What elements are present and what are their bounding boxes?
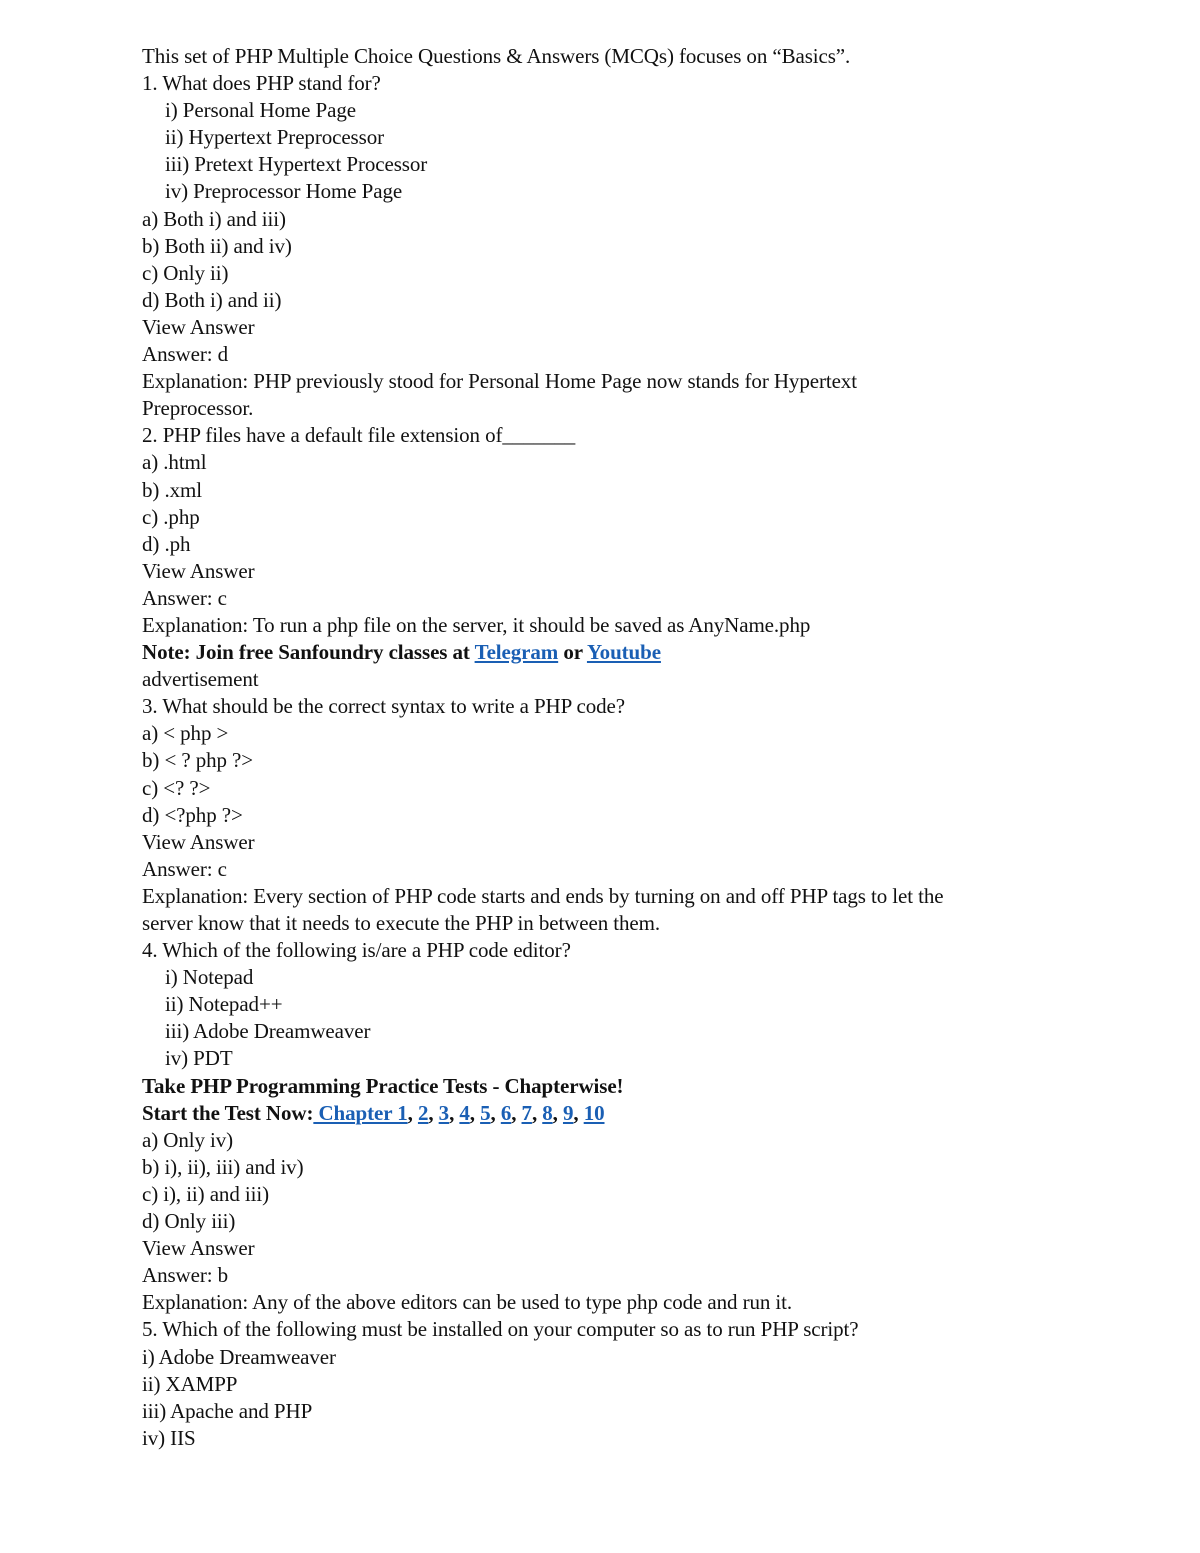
q4-option-b: b) i), ii), iii) and iv) bbox=[142, 1154, 304, 1179]
q2-option-c: c) .php bbox=[142, 504, 200, 529]
q2-view-answer: View Answer bbox=[142, 558, 255, 583]
q4-explanation: Explanation: Any of the above editors can be used to type php code and run it. bbox=[142, 1290, 793, 1315]
note-line bbox=[142, 639, 1142, 666]
q1-item: iv) Preprocessor Home Page bbox=[165, 179, 403, 204]
q1-item: ii) Hypertext Preprocessor bbox=[165, 125, 384, 150]
chapter-8-link[interactable]: 8 bbox=[542, 1100, 553, 1125]
practice-chapters-line bbox=[142, 1100, 1142, 1127]
q1-explanation: Explanation: PHP previously stood for Personal Home Page now stands for Hypertext bbox=[142, 369, 857, 394]
q3-question: 3. What should be the correct syntax to write a PHP code? bbox=[142, 694, 626, 719]
q1-option-d: d) Both i) and ii) bbox=[142, 287, 282, 312]
q4-option-c: c) i), ii) and iii) bbox=[142, 1181, 269, 1206]
chapter-sep: , bbox=[449, 1100, 460, 1125]
q3-option-a: a) < php > bbox=[142, 721, 229, 746]
telegram-link[interactable]: Telegram bbox=[474, 640, 559, 665]
chapter-2-link[interactable]: 2 bbox=[417, 1100, 429, 1125]
chapter-9-link[interactable]: 9 bbox=[562, 1100, 574, 1125]
q2-explanation: Explanation: To run a php file on the server, it should be saved as AnyName.php bbox=[142, 612, 811, 637]
q2-question: 2. PHP files have a default file extension of_______ bbox=[142, 423, 576, 448]
q5-item: ii) XAMPP bbox=[142, 1371, 238, 1396]
chapter-sep: , bbox=[531, 1100, 543, 1125]
chapter-4-link[interactable]: 4 bbox=[459, 1100, 470, 1125]
note-or: or bbox=[558, 640, 587, 665]
chapter-1-link[interactable]: Chapter 1 bbox=[313, 1100, 408, 1125]
q4-item: i) Notepad bbox=[165, 965, 254, 990]
q3-view-answer: View Answer bbox=[142, 829, 255, 854]
chapter-6-link[interactable]: 6 bbox=[500, 1100, 512, 1125]
chapter-sep: , bbox=[511, 1100, 522, 1125]
q3-option-b: b) < ? php ?> bbox=[142, 748, 254, 773]
q1-item: iii) Pretext Hypertext Processor bbox=[165, 152, 428, 177]
q1-option-b: b) Both ii) and iv) bbox=[142, 233, 292, 258]
chapter-sep: , bbox=[407, 1100, 418, 1125]
q4-question: 4. Which of the following is/are a PHP code editor? bbox=[142, 938, 571, 963]
q5-item: i) Adobe Dreamweaver bbox=[142, 1344, 336, 1369]
q5-item: iv) IIS bbox=[142, 1425, 196, 1450]
q3-option-c: c) <? ?> bbox=[142, 775, 211, 800]
q4-answer: Answer: b bbox=[142, 1263, 229, 1288]
q4-item: iv) PDT bbox=[165, 1046, 233, 1071]
q1-question: 1. What does PHP stand for? bbox=[142, 71, 381, 96]
q3-answer: Answer: c bbox=[142, 856, 227, 881]
chapter-sep: , bbox=[573, 1100, 584, 1125]
practice-title: Take PHP Programming Practice Tests - Chapterwise! bbox=[142, 1073, 624, 1098]
q1-item: i) Personal Home Page bbox=[165, 98, 356, 123]
chapter-sep: , bbox=[490, 1100, 501, 1125]
youtube-link[interactable]: Youtube bbox=[586, 640, 661, 665]
q1-view-answer: View Answer bbox=[142, 314, 255, 339]
advertisement-label: advertisement bbox=[142, 667, 259, 692]
q3-explanation: Explanation: Every section of PHP code starts and ends by turning on and off PHP tags to let the bbox=[142, 883, 944, 908]
chapter-sep: , bbox=[428, 1100, 439, 1125]
chapter-7-link[interactable]: 7 bbox=[521, 1100, 532, 1125]
q4-view-answer: View Answer bbox=[142, 1236, 255, 1261]
q1-explanation-cont: Preprocessor. bbox=[142, 396, 254, 421]
q4-option-a: a) Only iv) bbox=[142, 1127, 234, 1152]
q5-question: 5. Which of the following must be installed on your computer so as to run PHP script? bbox=[142, 1317, 859, 1342]
q4-option-d: d) Only iii) bbox=[142, 1209, 236, 1234]
chapter-3-link[interactable]: 3 bbox=[438, 1100, 450, 1125]
q4-item: ii) Notepad++ bbox=[165, 992, 283, 1017]
q2-answer: Answer: c bbox=[142, 585, 227, 610]
chapter-sep: , bbox=[552, 1100, 563, 1125]
q2-option-d: d) .ph bbox=[142, 531, 191, 556]
q4-item: iii) Adobe Dreamweaver bbox=[165, 1019, 371, 1044]
intro-text: This set of PHP Multiple Choice Questions & Answers (MCQs) focuses on “Basics”. bbox=[142, 44, 851, 68]
chapter-5-link[interactable]: 5 bbox=[480, 1100, 491, 1125]
q3-explanation-cont: server know that it needs to execute the PHP in between them. bbox=[142, 911, 660, 935]
q2-option-b: b) .xml bbox=[142, 477, 202, 502]
q1-answer: Answer: d bbox=[142, 342, 229, 367]
q5-item: iii) Apache and PHP bbox=[142, 1398, 313, 1423]
note-prefix: Note: Join free Sanfoundry classes at bbox=[142, 640, 475, 665]
chapter-10-link[interactable]: 10 bbox=[583, 1100, 605, 1125]
q3-option-d: d) <?php ?> bbox=[142, 802, 243, 827]
q2-option-a: a) .html bbox=[142, 450, 207, 475]
q1-option-a: a) Both i) and iii) bbox=[142, 206, 286, 231]
q1-option-c: c) Only ii) bbox=[142, 260, 229, 285]
mcq-document bbox=[142, 43, 1142, 1452]
start-test-label: Start the Test Now: bbox=[142, 1100, 314, 1125]
chapter-sep: , bbox=[469, 1100, 481, 1125]
